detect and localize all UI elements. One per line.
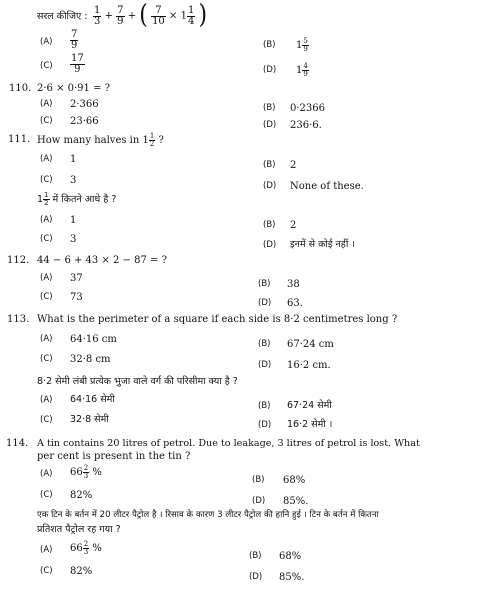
option-b-value: 67·24 cm: [287, 339, 334, 350]
option-d-label[interactable]: (D): [249, 572, 263, 582]
q113-hindi-text: 8·2 सेमी लंबी प्रत्येक भुजा वाले वर्ग की परिसीमा क्या है ?: [37, 376, 238, 387]
option-a-label[interactable]: (A): [40, 273, 53, 283]
option-a-label[interactable]: (A): [40, 154, 53, 164]
option-a-value: 1: [70, 215, 77, 226]
option-c-value: $\frac{17}{9}$: [71, 53, 84, 75]
option-d-value: 85%.: [283, 496, 309, 507]
option-d-value: 85%.: [279, 572, 305, 583]
q114-number: 114.: [6, 438, 29, 449]
option-d-value: 16·2 सेमी ।: [287, 419, 333, 430]
option-b-value: 2: [290, 220, 297, 231]
q111-hindi-text: 1 $\frac{1}{2}$ में कितने आधे है ?: [37, 191, 117, 207]
option-b-value: 68%: [283, 475, 306, 486]
option-a-value: 1: [70, 154, 77, 165]
option-c-value: 32·8 सेमी: [70, 414, 109, 425]
option-a-value: 64·16 cm: [70, 334, 117, 345]
option-a-label[interactable]: (A): [40, 37, 53, 47]
option-a-label[interactable]: (A): [40, 395, 53, 405]
q-pre-expression: $\frac{1}{3}$ + $\frac{7}{9}$ + ( $\frac{7}{10}$ × 1 $\frac{1}{4}$ ): [94, 0, 208, 31]
option-d-value: 16·2 cm.: [287, 360, 331, 371]
option-d-label[interactable]: (D): [258, 298, 272, 308]
option-b-label[interactable]: (B): [263, 40, 276, 50]
q114-text-line2: per cent is present in the tin ?: [37, 451, 191, 462]
option-c-value: 82%: [70, 566, 93, 577]
option-b-label[interactable]: (B): [263, 160, 276, 170]
option-c-label[interactable]: (C): [40, 234, 53, 244]
option-b-label[interactable]: (B): [258, 339, 271, 349]
option-b-label[interactable]: (B): [252, 475, 265, 485]
option-b-label[interactable]: (B): [263, 103, 276, 113]
option-a-label[interactable]: (A): [40, 215, 53, 225]
option-d-value: 63.: [287, 298, 303, 309]
option-b-value: 0·2366: [290, 103, 325, 114]
option-c-value: 32·8 cm: [70, 354, 111, 365]
q112-number: 112.: [7, 255, 30, 266]
q110-number: 110.: [9, 83, 32, 94]
q-pre-prefix: सरल कीजिए :: [37, 11, 88, 22]
q111-number: 111.: [8, 134, 31, 145]
q111-text: How many halves in 1 $\frac{1}{2}$ ?: [37, 132, 164, 148]
option-a-value: 37: [70, 273, 83, 284]
option-d-label[interactable]: (D): [258, 420, 272, 430]
q112-text: 44 − 6 + 43 × 2 − 87 = ?: [37, 255, 167, 266]
q114-hindi-line1: एक टिन के बर्तन में 20 लीटर पैट्रोल है । रिसाव के कारण 3 लीटर पैट्रोल की हानि हुई । टिन के बर्तन में कितना: [37, 510, 379, 520]
option-c-value: 3: [70, 234, 77, 245]
option-a-label[interactable]: (A): [40, 99, 53, 109]
q113-number: 113.: [7, 314, 30, 325]
option-d-value: इनमें से कोई नहीं ।: [290, 239, 355, 250]
option-b-value: 2: [290, 160, 297, 171]
q113-text: What is the perimeter of a square if each side is 8·2 centimetres long ?: [37, 314, 398, 325]
option-d-label[interactable]: (D): [263, 120, 277, 130]
option-a-value: 66 $\frac{2}{3}$ %: [70, 540, 102, 556]
option-d-label[interactable]: (D): [258, 360, 272, 370]
option-b-value: 67·24 सेमी: [287, 400, 332, 411]
option-a-value: $\frac{7}{9}$: [71, 29, 78, 51]
q114-hindi-line2: प्रतिशत पैट्रोल रह गया ?: [37, 524, 121, 535]
option-d-label[interactable]: (D): [263, 181, 277, 191]
option-c-label[interactable]: (C): [40, 175, 53, 185]
option-c-value: 82%: [70, 490, 93, 501]
option-b-value: 68%: [279, 551, 302, 562]
option-a-value: 64·16 सेमी: [70, 394, 115, 405]
option-b-value: 1 $\frac{5}{9}$: [296, 37, 308, 53]
option-d-label[interactable]: (D): [263, 240, 277, 250]
option-c-label[interactable]: (C): [40, 490, 53, 500]
option-a-value: 66 $\frac{2}{3}$ %: [70, 464, 102, 480]
option-d-value: 236·6.: [290, 120, 322, 131]
option-a-label[interactable]: (A): [40, 545, 53, 555]
option-d-label[interactable]: (D): [252, 496, 266, 506]
option-c-value: 3: [70, 175, 77, 186]
option-c-value: 73: [70, 292, 83, 303]
option-c-label[interactable]: (C): [40, 61, 53, 71]
option-b-label[interactable]: (B): [258, 279, 271, 289]
option-d-label[interactable]: (D): [263, 65, 277, 75]
option-d-value: 1 $\frac{4}{9}$: [296, 62, 308, 78]
q114-text-line1: A tin contains 20 litres of petrol. Due to leakage, 3 litres of petrol is lost. What: [37, 438, 420, 449]
option-d-value: None of these.: [290, 181, 364, 192]
q110-text: 2·6 × 0·91 = ?: [37, 83, 111, 94]
option-a-label[interactable]: (A): [40, 334, 53, 344]
option-c-label[interactable]: (C): [40, 354, 53, 364]
option-c-label[interactable]: (C): [40, 415, 53, 425]
option-c-value: 23·66: [70, 116, 99, 127]
option-a-label[interactable]: (A): [40, 469, 53, 479]
option-c-label[interactable]: (C): [40, 566, 53, 576]
option-c-label[interactable]: (C): [40, 116, 53, 126]
option-b-value: 38: [287, 279, 300, 290]
option-b-label[interactable]: (B): [249, 551, 262, 561]
option-b-label[interactable]: (B): [258, 401, 271, 411]
option-a-value: 2·366: [70, 99, 99, 110]
option-b-label[interactable]: (B): [263, 220, 276, 230]
option-c-label[interactable]: (C): [40, 292, 53, 302]
